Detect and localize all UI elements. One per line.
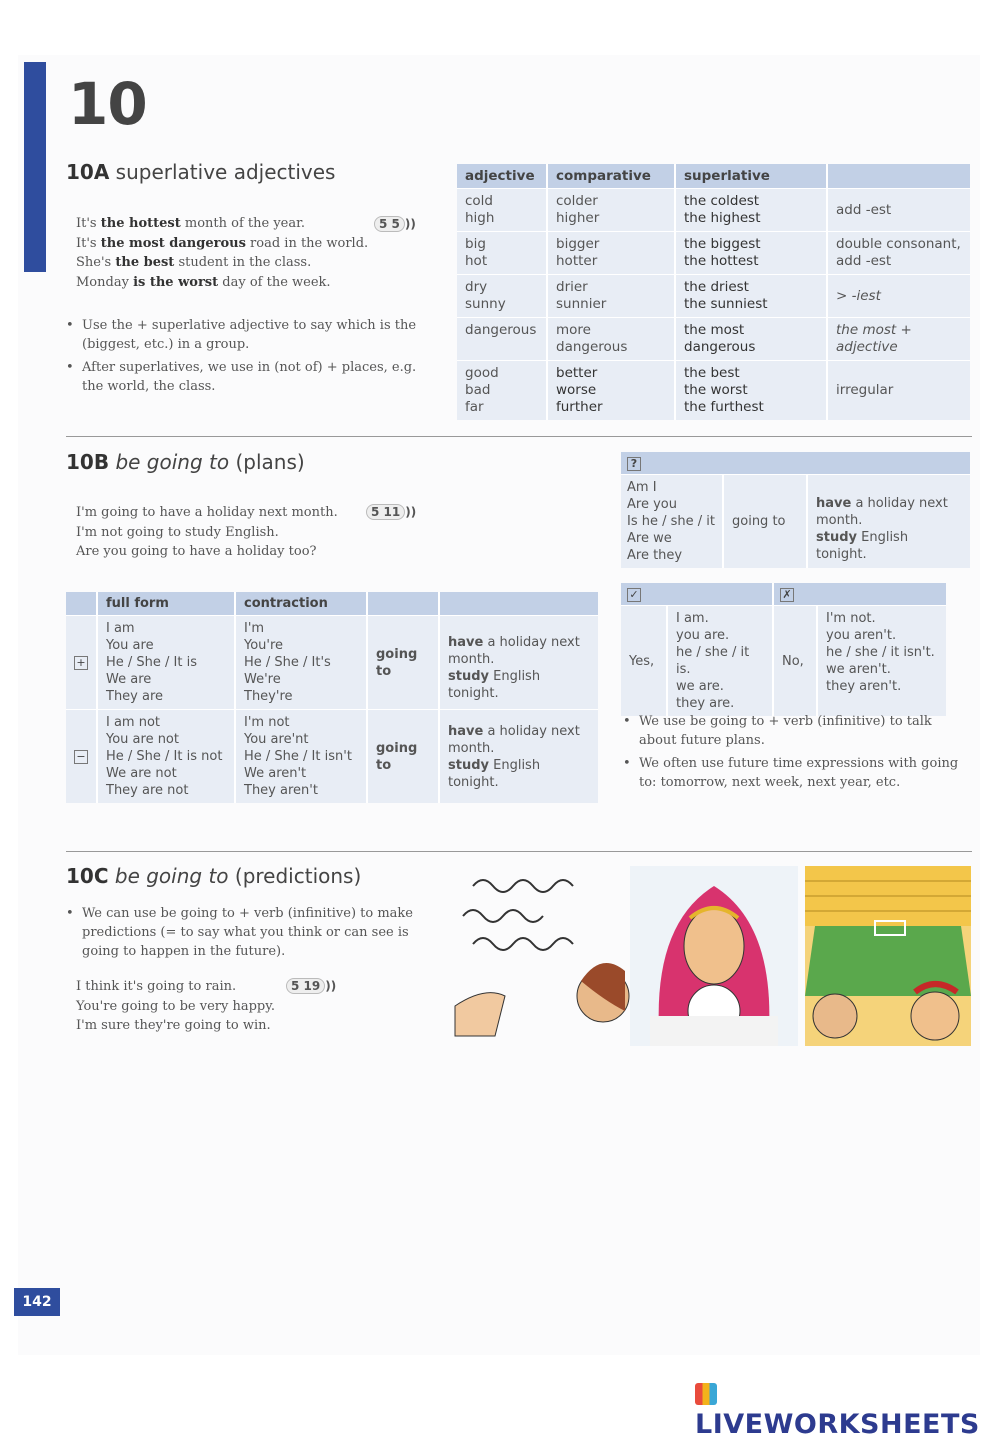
table-row: cold high colder higher the coldest the highest add -est <box>457 189 970 232</box>
section-title-text: superlative adjectives <box>115 160 336 184</box>
table-header: contraction <box>235 592 367 616</box>
example-line: It's the most dangerous road in the world. <box>76 235 369 251</box>
short-answer-table: ✓ ✗ Yes, I am. you are. he / she / it is. we are. they are. No, I'm not. you aren't. he / she / it isn't. we aren't. they aren't. <box>621 583 946 716</box>
section-10c-title <box>66 864 361 888</box>
bullet-item: • We can use be going to + verb (infinitive) to make predictions (= to say what you think or can see is going to happen in the future). <box>64 904 419 961</box>
section-code: 10C <box>66 864 109 888</box>
example-line: I'm sure they're going to win. <box>76 1018 271 1033</box>
example-line: She's the best student in the class. <box>76 255 312 270</box>
10a-examples <box>76 214 421 292</box>
bullet-item: • We often use future time expressions with going to: tomorrow, next week, next year, etc. <box>621 754 973 792</box>
example-line: I'm not going to study English. <box>76 524 279 540</box>
brand-icon <box>695 1383 717 1405</box>
10a-bullets <box>64 316 424 400</box>
example-line: It's the hottest month of the year. <box>76 216 306 231</box>
question-icon: ? <box>627 457 641 471</box>
audio-icon[interactable]: 5 19 )) <box>286 978 336 994</box>
table-row: dangerous more dangerous the most dangerous the most + adjective <box>457 318 970 361</box>
cross-icon: ✗ <box>780 588 794 602</box>
example-line: Are you going to have a holiday too? <box>76 544 317 559</box>
question-table: ? Am I Are you Is he / she / it Are we Are they going to have a holiday next month. study English tonight. <box>621 452 970 568</box>
section-10a-title <box>66 160 335 184</box>
audio-icon[interactable]: 5 5 )) <box>374 216 416 232</box>
illustration-football-stadium <box>805 866 971 1046</box>
section-divider <box>66 436 972 437</box>
table-header <box>827 164 970 189</box>
check-icon: ✓ <box>627 588 641 602</box>
section-title-italic: be going to <box>114 864 229 888</box>
brand-logo[interactable] <box>695 1378 1000 1440</box>
example-line: I'm going to have a holiday next month. <box>76 505 338 520</box>
bullet-item: • We use be going to + verb (infinitive) to talk about future plans. <box>621 712 973 750</box>
audio-icon[interactable]: 5 11 )) <box>366 504 416 520</box>
section-title-text: (predictions) <box>234 864 362 888</box>
10b-examples <box>76 503 376 562</box>
illustration-talking-people <box>453 866 623 1046</box>
table-row: dry sunny drier sunnier the driest the sunniest > -iest <box>457 275 970 318</box>
section-10b-title <box>66 450 305 474</box>
10c-bullets <box>64 904 419 965</box>
plus-icon: + <box>74 656 88 670</box>
example-line: Monday is the worst day of the week. <box>76 274 331 290</box>
minus-icon: − <box>74 750 88 764</box>
table-header: adjective <box>457 164 547 189</box>
table-row-positive: + I am You are He / She / It is We are They are I'm You're He / She / It's We're They're going to have a holiday next month. study English tonight. <box>66 616 598 710</box>
section-title-italic: be going to <box>115 450 230 474</box>
table-row-negative: − I am not You are not He / She / It is not We are not They are not I'm not You are'nt He / She / It isn't We aren't They aren't going to have a holiday next month. study English tonight. <box>66 710 598 804</box>
example-line: You're going to be very happy. <box>76 998 275 1014</box>
table-header: full form <box>97 592 235 616</box>
10b-bullets <box>621 712 973 796</box>
unit-color-bar <box>24 62 46 272</box>
unit-number: 10 <box>68 70 147 138</box>
section-title-text: (plans) <box>235 450 305 474</box>
brand-name: LIVEWORKSHEETS <box>695 1409 980 1440</box>
table-row: big hot bigger hotter the biggest the hottest double consonant, add -est <box>457 232 970 275</box>
table-row: good bad far better worse further the best the worst the furthest irregular <box>457 361 970 421</box>
table-header: superlative <box>675 164 827 189</box>
illustration-fortune-teller <box>630 866 798 1046</box>
section-code: 10B <box>66 450 110 474</box>
section-code: 10A <box>66 160 110 184</box>
going-to-table <box>66 592 598 803</box>
table-header: comparative <box>547 164 675 189</box>
example-line: I think it's going to rain. <box>76 979 237 994</box>
bullet-item: • Use the + superlative adjective to say which is the (biggest, etc.) in a group. <box>64 316 424 354</box>
page-number: 142 <box>14 1288 60 1316</box>
superlative-table <box>457 164 970 420</box>
section-divider <box>66 851 972 852</box>
bullet-item: • After superlatives, we use in (not of) + places, e.g. the world, the class. <box>64 358 424 396</box>
